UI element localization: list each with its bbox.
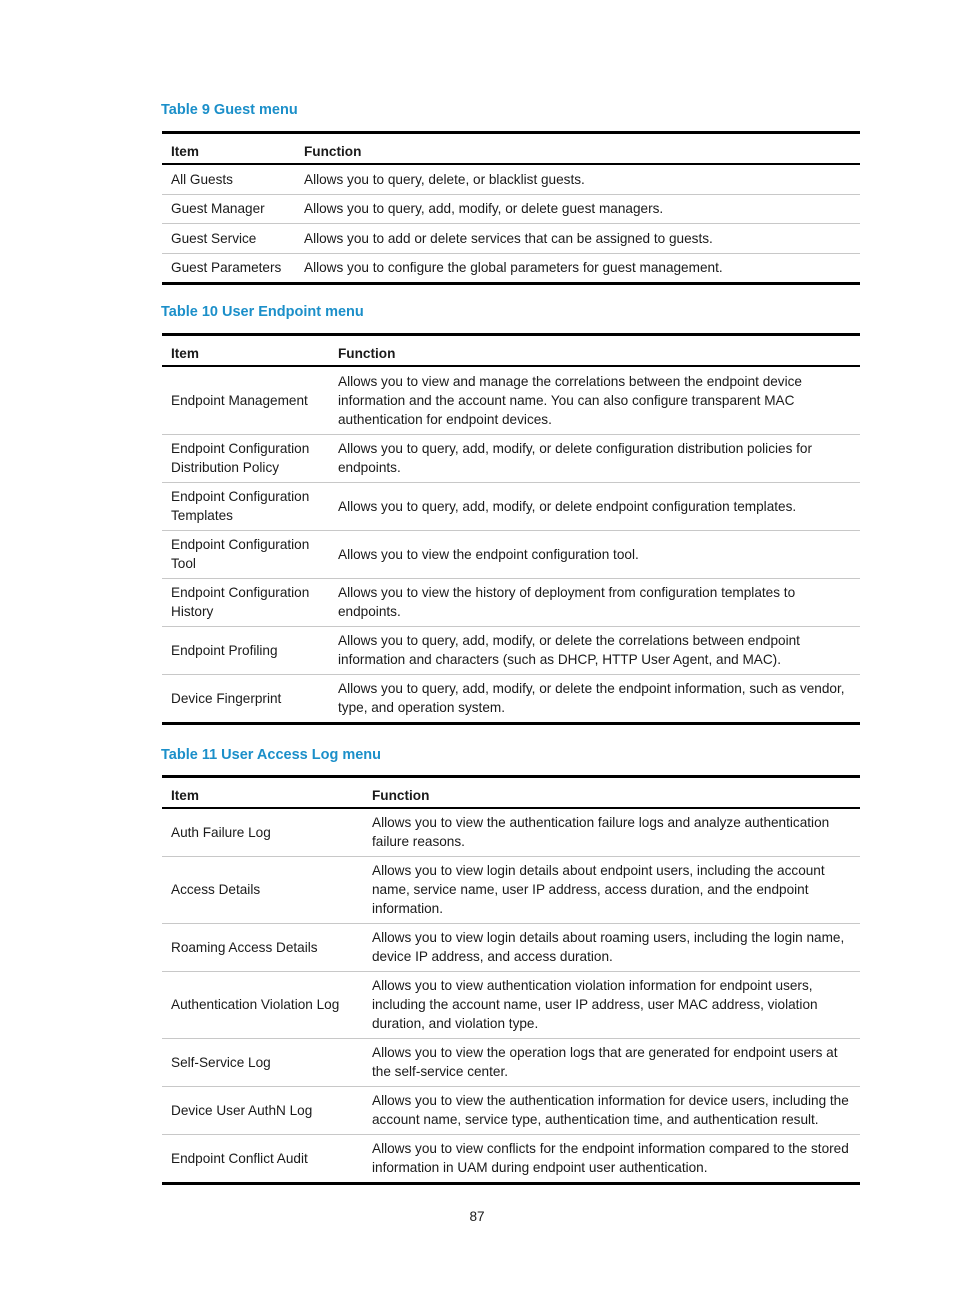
cell-item: Self-Service Log — [162, 1038, 363, 1086]
cell-function: Allows you to query, add, modify, or delete the correlations between endpoint information and characters (such as DHCP, HTTP User Agent, and MAC). — [329, 626, 860, 674]
table-row — [162, 253, 860, 284]
table-row — [162, 856, 860, 923]
column-header-item: Item — [171, 346, 199, 361]
column-header-item: Item — [171, 788, 199, 803]
table-header-row — [162, 777, 860, 809]
table-row — [162, 366, 860, 434]
cell-item: All Guests — [162, 164, 295, 194]
table-row — [162, 1086, 860, 1134]
table-header-row — [162, 335, 860, 367]
cell-function: Allows you to query, delete, or blacklist guests. — [295, 164, 860, 194]
column-header-function: Function — [338, 346, 396, 361]
guest-menu-table — [162, 131, 860, 285]
table-row — [162, 482, 860, 530]
column-header-item: Item — [171, 144, 199, 159]
cell-function: Allows you to view the history of deployment from configuration templates to endpoints. — [329, 578, 860, 626]
user-access-log-menu-table — [162, 775, 860, 1185]
cell-item: Endpoint Management — [162, 366, 329, 434]
cell-function: Allows you to configure the global parameters for guest management. — [295, 253, 860, 284]
table-row — [162, 530, 860, 578]
table-caption: Table 10 User Endpoint menu — [161, 304, 364, 320]
cell-function: Allows you to view login details about roaming users, including the login name, device IP address, and access duration. — [363, 923, 860, 971]
table-row — [162, 194, 860, 224]
table-row — [162, 578, 860, 626]
cell-function: Allows you to query, add, modify, or delete configuration distribution policies for endpoints. — [329, 434, 860, 482]
cell-item: Roaming Access Details — [162, 923, 363, 971]
cell-function: Allows you to view the endpoint configuration tool. — [329, 530, 860, 578]
column-header-function: Function — [372, 788, 430, 803]
cell-function: Allows you to view authentication violation information for endpoint users, including the account name, user IP address, user MAC address, violation duration, and violation type. — [363, 971, 860, 1038]
table-header-row — [162, 133, 860, 165]
table-row — [162, 434, 860, 482]
cell-function: Allows you to view and manage the correlations between the endpoint device information and the account name. You can also configure transparent MAC authentication for endpoint devices. — [329, 366, 860, 434]
user-endpoint-menu-table — [162, 333, 860, 725]
table-row — [162, 224, 860, 254]
cell-function: Allows you to query, add, modify, or delete endpoint configuration templates. — [329, 482, 860, 530]
cell-item: Guest Parameters — [162, 253, 295, 284]
table-row — [162, 808, 860, 856]
page-number: 87 — [469, 1209, 485, 1224]
table-caption: Table 9 Guest menu — [161, 102, 298, 118]
cell-item: Endpoint Configuration History — [162, 578, 329, 626]
cell-item: Endpoint Configuration Tool — [162, 530, 329, 578]
cell-item: Access Details — [162, 856, 363, 923]
cell-function: Allows you to view the operation logs that are generated for endpoint users at the self-service center. — [363, 1038, 860, 1086]
cell-function: Allows you to view login details about endpoint users, including the account name, service name, user IP address, access duration, and the endpoint information. — [363, 856, 860, 923]
cell-function: Allows you to query, add, modify, or delete guest managers. — [295, 194, 860, 224]
table-caption: Table 11 User Access Log menu — [161, 747, 382, 763]
cell-item: Endpoint Configuration Distribution Policy — [162, 434, 329, 482]
cell-item: Endpoint Configuration Templates — [162, 482, 329, 530]
cell-function: Allows you to view the authentication information for device users, including the account name, service type, authentication time, and authentication result. — [363, 1086, 860, 1134]
column-header-function: Function — [304, 144, 362, 159]
cell-function: Allows you to view conflicts for the endpoint information compared to the stored information in UAM during endpoint user authentication. — [363, 1134, 860, 1183]
cell-item: Auth Failure Log — [162, 808, 363, 856]
table-row — [162, 971, 860, 1038]
table-row — [162, 1038, 860, 1086]
cell-item: Guest Manager — [162, 194, 295, 224]
table-row — [162, 626, 860, 674]
cell-item: Endpoint Conflict Audit — [162, 1134, 363, 1183]
cell-item: Endpoint Profiling — [162, 626, 329, 674]
cell-function: Allows you to add or delete services that can be assigned to guests. — [295, 224, 860, 254]
cell-item: Device Fingerprint — [162, 674, 329, 723]
table-row — [162, 923, 860, 971]
table-row — [162, 674, 860, 723]
table-row — [162, 1134, 860, 1183]
cell-item: Authentication Violation Log — [162, 971, 363, 1038]
cell-item: Guest Service — [162, 224, 295, 254]
cell-function: Allows you to view the authentication failure logs and analyze authentication failure reasons. — [363, 808, 860, 856]
table-row — [162, 164, 860, 194]
cell-item: Device User AuthN Log — [162, 1086, 363, 1134]
cell-function: Allows you to query, add, modify, or delete the endpoint information, such as vendor, type, and operation system. — [329, 674, 860, 723]
